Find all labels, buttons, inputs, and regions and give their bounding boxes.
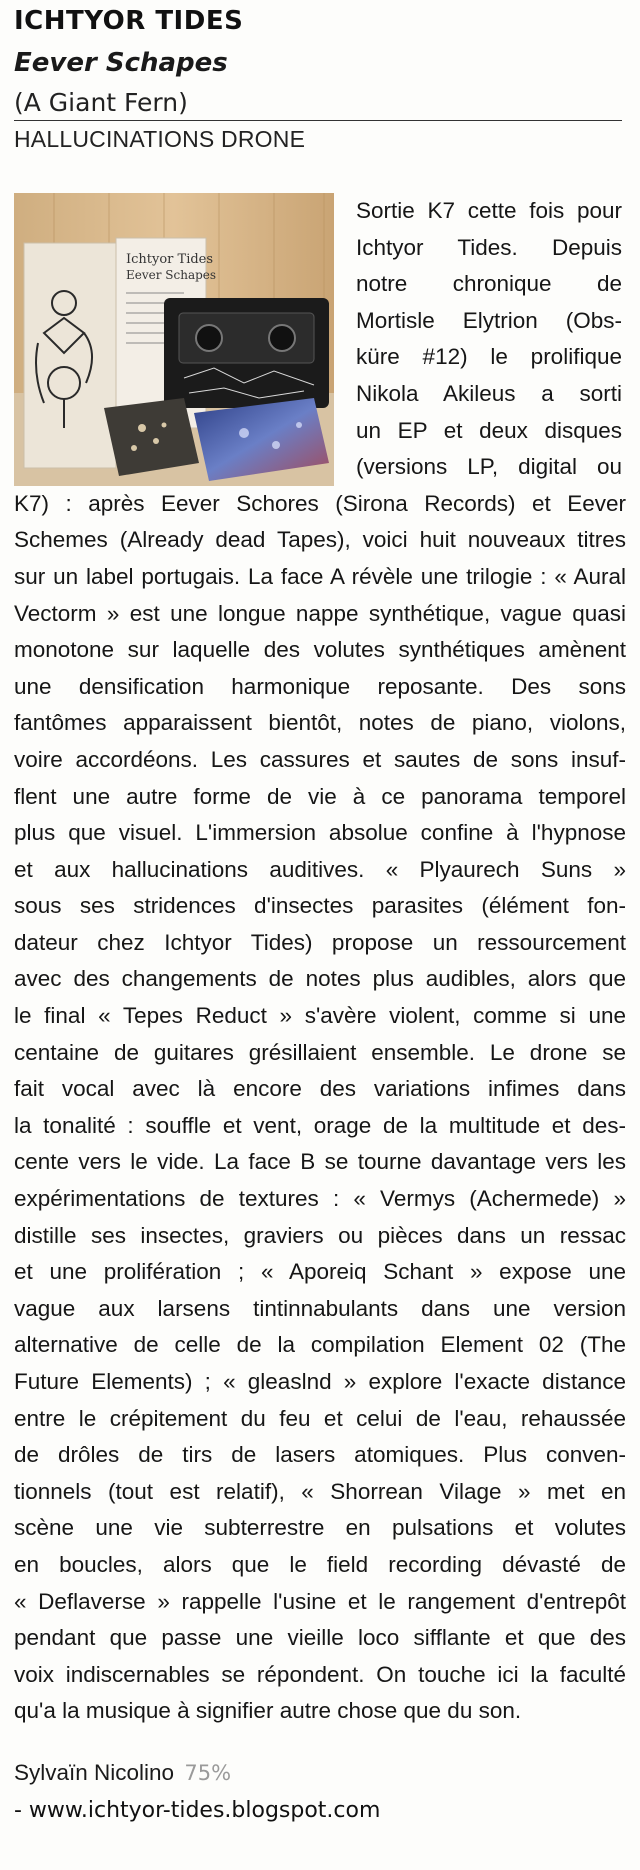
body-line: distille ses insectes, graviers ou pièces dans un ressac <box>14 1222 626 1248</box>
body-line: K7) : après Eever Schores (Sirona Records) et Eever <box>14 490 626 516</box>
body-line: fantômes apparaissent bientôt, notes de piano, violons, <box>14 710 626 736</box>
body-line: vague aux larsens tintinnabulants dans une version <box>14 1295 626 1321</box>
review-body <box>0 193 640 1730</box>
body-line: cente vers le vide. La face B se tourne davantage vers les <box>14 1149 626 1175</box>
body-line: dateur chez Ichtyor Tides) propose un ressourcement <box>14 929 626 955</box>
body-line: le final « Tepes Reduct » s'avère violent, comme si une <box>14 1003 626 1029</box>
body-line: Schemes (Already dead Tapes), voici huit nouveaux titres <box>14 527 626 553</box>
body-line: pendant que passe une vieille loco sifflante et que des <box>14 1625 626 1651</box>
body-line: « Deflaverse » rappelle l'usine et le rangement d'entrepôt <box>14 1588 626 1614</box>
body-line: une densification harmonique reposante. Des sons <box>14 673 626 699</box>
genre-heading: HALLUCINATIONS DRONE <box>14 126 306 152</box>
author-name: Sylvaïn Nicolino <box>14 1760 175 1785</box>
body-line: flent une autre forme de vie à ce panorama temporel <box>14 783 626 809</box>
header-divider <box>14 120 622 121</box>
body-line: Ichtyor Tides. Depuis <box>356 234 622 260</box>
body-line: expérimentations de textures : « Vermys (Achermede) » <box>14 1186 626 1212</box>
body-line: en boucles, alors que le field recording dévasté de <box>14 1551 626 1577</box>
body-line: fait vocal avec là encore des variations infimes dans <box>14 1076 626 1102</box>
body-line: qu'a la musique à signifier autre chose que du son. <box>14 1698 522 1724</box>
body-line: küre #12) le prolifique <box>356 344 622 370</box>
body-line: un EP et deux disques <box>356 417 622 443</box>
booklet-title-2: Eever Schapes <box>126 268 217 282</box>
body-line: tionnels (tout est relatif), « Shorrean Vilage » met en <box>14 1478 626 1504</box>
body-line: alternative de celle de la compilation Element 02 (The <box>14 1332 626 1358</box>
review-signature <box>14 1760 231 1786</box>
body-line: Sortie K7 cette fois pour <box>356 198 622 223</box>
artist-website-link[interactable]: - www.ichtyor-tides.blogspot.com <box>14 1798 381 1823</box>
record-label: (A Giant Fern) <box>14 88 188 117</box>
body-line: de drôles de tirs de lasers atomiques. Plus conven- <box>14 1442 626 1468</box>
body-line: voire accordéons. Les cassures et sautes de sons insuf- <box>14 746 626 772</box>
body-line: (versions LP, digital ou <box>356 454 622 480</box>
artist-name: ICHTYOR TIDES <box>14 6 244 36</box>
body-line: Nikola Akileus a sorti <box>356 380 622 406</box>
body-line: Vectorm » est une longue nappe synthétique, vague quasi <box>14 600 626 626</box>
body-line: la tonalité : souffle et vent, orage de la multitude et des- <box>14 1112 626 1138</box>
review-score: 75% <box>184 1761 232 1785</box>
body-line: Future Elements) ; « gleaslnd » explore l'exacte distance <box>14 1369 626 1394</box>
body-line: et aux hallucinations auditives. « Plyaurech Suns » <box>14 856 626 882</box>
body-line: et une prolifération ; « Aporeiq Schant » expose une <box>14 1259 626 1285</box>
body-line: Mortisle Elytrion (Obs- <box>356 307 622 333</box>
body-line: monotone sur laquelle des volutes synthétiques amènent <box>14 637 626 663</box>
body-line: voix indiscernables se répondent. On touche ici la faculté <box>14 1661 626 1687</box>
booklet-title-1: Ichtyor Tides <box>126 252 214 267</box>
body-line: sur un label portugais. La face A révèle une trilogie : « Aural <box>14 563 626 589</box>
body-line: plus que visuel. L'immersion absolue confine à l'hypnose <box>14 820 626 846</box>
album-title: Eever Schapes <box>14 48 228 78</box>
body-line: sous ses stridences d'insectes parasites (élément fon- <box>14 893 626 919</box>
body-line: scène une vie subterrestre en pulsations et volutes <box>14 1515 626 1541</box>
body-line: notre chronique de <box>356 271 622 297</box>
body-line: centaine de guitares grésillaient ensemble. Le drone se <box>14 1039 626 1065</box>
body-line: entre le crépitement du feu et celui de l'eau, rehaussée <box>14 1405 626 1431</box>
body-line: avec des changements de notes plus audibles, alors que <box>14 966 626 992</box>
